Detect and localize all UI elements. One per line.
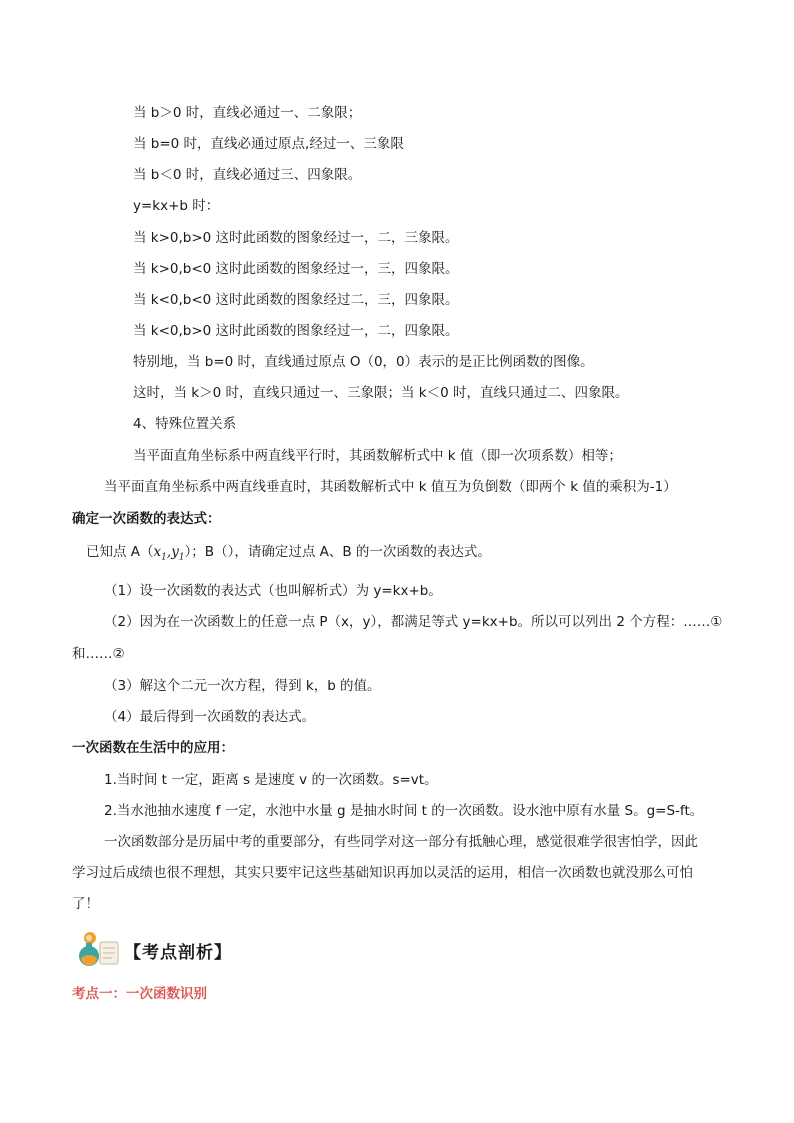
text-line: 当 k>0,b>0 这时此函数的图象经过一，二，三象限。 [133, 230, 459, 246]
paragraph-line: 一次函数部分是历届中考的重要部分，有些同学对这一部分有抵触心理，感觉很难学很害怕学，因此 [104, 834, 698, 850]
step-2: （2）因为在一次函数上的任意一点 P（x，y），都满足等式 y=kx+b。所以可以列出 2 个方程：……① [104, 614, 723, 630]
text-line: 当 k>0,b<0 这时此函数的图象经过一，三，四象限。 [133, 261, 459, 277]
step-1: （1）设一次函数的表达式（也叫解析式）为 y=kx+b。 [104, 583, 442, 599]
text-line: 当 b＜0 时，直线必通过三、四象限。 [133, 167, 362, 183]
math-comma: , [166, 544, 172, 560]
math-sub: 1 [161, 552, 167, 563]
paragraph-line: 学习过后成绩也很不理想，其实只要牢记这些基础知识再加以灵活的运用，相信一次函数也就没那么可怕 [72, 865, 693, 881]
text-line: 当平面直角坐标系中两直线垂直时，其函数解析式中 k 值互为负倒数（即两个 k 值的乘积为-1） [104, 479, 677, 495]
section-title: 【考点剖析】 [124, 943, 232, 963]
text-line: 当 k<0,b<0 这时此函数的图象经过二，三，四象限。 [133, 292, 459, 308]
text-line: 这时，当 k＞0 时，直线只通过一、三象限；当 k＜0 时，直线只通过二、四象限。 [133, 385, 629, 401]
text-line: 4、特殊位置关系 [133, 416, 237, 432]
text-line: 当 b=0 时，直线必通过原点,经过一、三象限 [133, 136, 404, 152]
given-prefix: 已知点 A（ [86, 544, 154, 560]
math-y: y [171, 544, 179, 560]
application-2: 2.当水池抽水速度 f 一定，水池中水量 g 是抽水时间 t 的一次函数。设水池中原有水量 S。g=S-ft。 [104, 803, 704, 819]
given-points-line [86, 543, 491, 567]
flask-icon [76, 928, 122, 968]
text-line: 当 k<0,b>0 这时此函数的图象经过一，二，四象限。 [133, 323, 459, 339]
application-1: 1.当时间 t 一定，距离 s 是速度 v 的一次函数。s=vt。 [104, 772, 438, 788]
math-x1 [153, 544, 185, 563]
heading-expression: 确定一次函数的表达式： [72, 511, 221, 527]
math-sub: 1 [178, 552, 185, 563]
text-line: 特别地，当 b=0 时，直线通过原点 O（0，0）表示的是正比例函数的图像。 [133, 354, 594, 370]
step-4: （4）最后得到一次函数的表达式。 [104, 709, 316, 725]
text-line: 当 b＞0 时，直线必通过一、二象限； [133, 105, 362, 121]
step-2-cont: 和……② [72, 646, 125, 662]
bubble-highlight [86, 935, 92, 941]
text-line: 当平面直角坐标系中两直线平行时，其函数解析式中 k 值（即一次项系数）相等； [133, 448, 622, 464]
point-title: 考点一：一次函数识别 [72, 986, 207, 1002]
paragraph-line: 了！ [72, 896, 99, 912]
math-x: x [153, 544, 162, 560]
step-3: （3）解这个二元一次方程，得到 k，b 的值。 [104, 678, 381, 694]
flask-liquid [81, 955, 97, 966]
heading-application: 一次函数在生活中的应用： [72, 740, 234, 756]
text-line: y=kx+b 时： [133, 198, 220, 214]
given-suffix: ）；B（），请确定过点 A、B 的一次函数的表达式。 [184, 544, 491, 560]
